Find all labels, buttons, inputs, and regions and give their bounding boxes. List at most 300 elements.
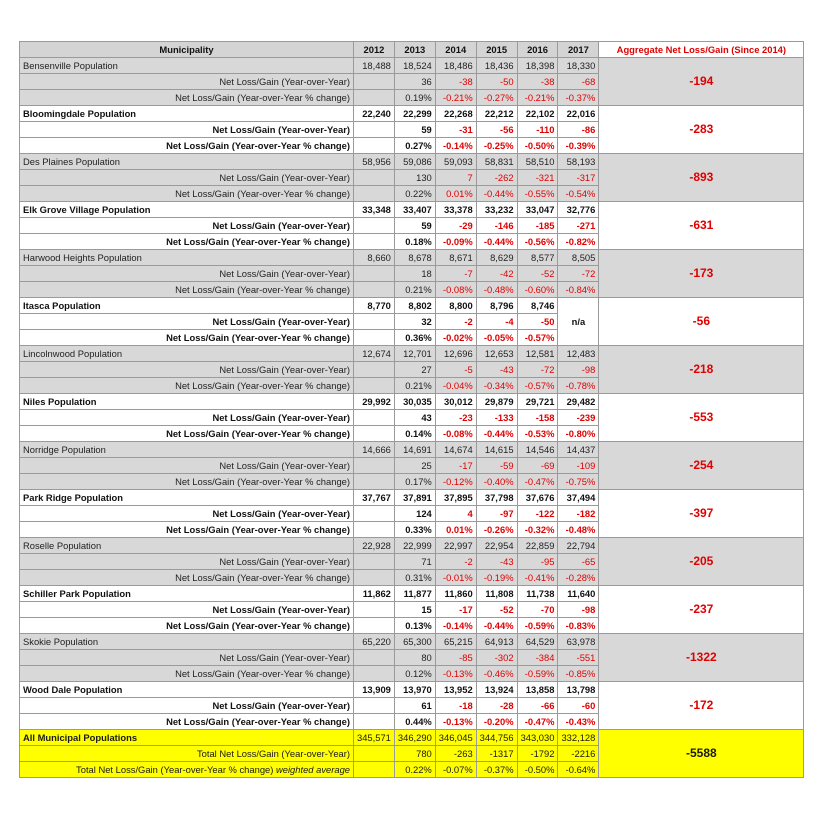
percent-change-value: -0.12%	[435, 474, 476, 490]
percent-change-value	[354, 426, 395, 442]
percent-change-value: -0.28%	[558, 570, 599, 586]
municipality-name: Itasca Population	[20, 298, 354, 314]
aggregate-value: -173	[599, 250, 804, 298]
percent-change-value: 0.18%	[394, 234, 435, 250]
percent-change-value: -0.59%	[517, 618, 558, 634]
percent-change-value: 0.01%	[435, 522, 476, 538]
population-value: 22,102	[517, 106, 558, 122]
total-percent-change-value: -0.37%	[476, 762, 517, 778]
municipality-name: Roselle Population	[20, 538, 354, 554]
percent-change-value: -0.05%	[476, 330, 517, 346]
percent-change-value	[354, 522, 395, 538]
net-change-value: -122	[517, 506, 558, 522]
percent-change-value: -0.13%	[435, 666, 476, 682]
population-value: 33,047	[517, 202, 558, 218]
aggregate-value: -254	[599, 442, 804, 490]
net-change-value: 32	[394, 314, 435, 330]
net-change-value: -98	[558, 602, 599, 618]
net-change-value: -28	[476, 698, 517, 714]
population-value: 8,802	[394, 298, 435, 314]
percent-change-value: -0.21%	[517, 90, 558, 106]
net-change-label: Net Loss/Gain (Year-over-Year)	[20, 554, 354, 570]
net-change-value: -72	[558, 266, 599, 282]
population-value: 22,928	[354, 538, 395, 554]
net-change-value: 80	[394, 650, 435, 666]
percent-change-value: -0.60%	[517, 282, 558, 298]
percent-change-value: 0.01%	[435, 186, 476, 202]
aggregate-value: -553	[599, 394, 804, 442]
municipality-name: Lincolnwood Population	[20, 346, 354, 362]
net-change-label: Net Loss/Gain (Year-over-Year)	[20, 362, 354, 378]
net-change-value: 124	[394, 506, 435, 522]
percent-change-value: 0.36%	[394, 330, 435, 346]
net-change-value	[354, 266, 395, 282]
municipality-population-row	[20, 106, 804, 122]
net-change-value: -2	[435, 554, 476, 570]
percent-change-label: Net Loss/Gain (Year-over-Year % change)	[20, 618, 354, 634]
municipality-name: Bensenville Population	[20, 58, 354, 74]
population-value: 14,691	[394, 442, 435, 458]
net-change-value: -70	[517, 602, 558, 618]
net-change-value: -158	[517, 410, 558, 426]
aggregate-value: -631	[599, 202, 804, 250]
net-change-value	[354, 602, 395, 618]
population-value: 37,767	[354, 490, 395, 506]
net-change-value: -271	[558, 218, 599, 234]
population-value: 8,629	[476, 250, 517, 266]
net-change-value: -302	[476, 650, 517, 666]
total-percent-change-value: -0.50%	[517, 762, 558, 778]
net-change-value: -50	[476, 74, 517, 90]
total-percent-change-value: 0.22%	[394, 762, 435, 778]
net-change-value: -17	[435, 602, 476, 618]
percent-change-value	[354, 474, 395, 490]
municipality-population-row	[20, 394, 804, 410]
population-value: 13,952	[435, 682, 476, 698]
percent-change-value	[354, 330, 395, 346]
net-change-value: -43	[476, 554, 517, 570]
percent-change-value: 0.17%	[394, 474, 435, 490]
net-change-value: 18	[394, 266, 435, 282]
aggregate-value: -56	[599, 298, 804, 346]
total-population-row	[20, 730, 804, 746]
total-percent-change-value	[354, 762, 395, 778]
municipality-population-row	[20, 682, 804, 698]
municipality-population-row	[20, 538, 804, 554]
municipality-population-row	[20, 586, 804, 602]
population-value: 13,924	[476, 682, 517, 698]
population-value: 37,676	[517, 490, 558, 506]
aggregate-value: -205	[599, 538, 804, 586]
population-value: 18,524	[394, 58, 435, 74]
net-change-value: -182	[558, 506, 599, 522]
percent-change-value: 0.27%	[394, 138, 435, 154]
percent-change-value: 0.33%	[394, 522, 435, 538]
net-change-label: Net Loss/Gain (Year-over-Year)	[20, 410, 354, 426]
year-header: 2016	[517, 42, 558, 58]
percent-change-value: -0.44%	[476, 426, 517, 442]
population-value: 33,407	[394, 202, 435, 218]
population-value: 37,891	[394, 490, 435, 506]
net-change-value: -4	[476, 314, 517, 330]
population-value: 8,671	[435, 250, 476, 266]
net-change-value	[354, 698, 395, 714]
population-value: 65,300	[394, 634, 435, 650]
percent-change-value: -0.55%	[517, 186, 558, 202]
percent-change-value: 0.13%	[394, 618, 435, 634]
population-value: 18,486	[435, 58, 476, 74]
percent-change-value: -0.44%	[476, 234, 517, 250]
population-value: 64,913	[476, 634, 517, 650]
population-value: 30,012	[435, 394, 476, 410]
population-value: 8,746	[517, 298, 558, 314]
population-value: 33,378	[435, 202, 476, 218]
population-value: 18,398	[517, 58, 558, 74]
percent-change-value: -0.75%	[558, 474, 599, 490]
population-value: 32,776	[558, 202, 599, 218]
percent-change-value: 0.12%	[394, 666, 435, 682]
population-value: 22,299	[394, 106, 435, 122]
percent-change-value: -0.21%	[435, 90, 476, 106]
percent-change-value: -0.32%	[517, 522, 558, 538]
percent-change-value: 0.14%	[394, 426, 435, 442]
population-value: 65,215	[435, 634, 476, 650]
municipality-name: Harwood Heights Population	[20, 250, 354, 266]
net-change-value: -110	[517, 122, 558, 138]
percent-change-value: -0.78%	[558, 378, 599, 394]
population-value: 13,798	[558, 682, 599, 698]
percent-change-label: Net Loss/Gain (Year-over-Year % change)	[20, 234, 354, 250]
percent-change-label: Net Loss/Gain (Year-over-Year % change)	[20, 378, 354, 394]
net-change-value: 71	[394, 554, 435, 570]
net-change-value	[354, 170, 395, 186]
percent-change-value: -0.50%	[517, 138, 558, 154]
percent-change-label: Net Loss/Gain (Year-over-Year % change)	[20, 282, 354, 298]
percent-change-label: Net Loss/Gain (Year-over-Year % change)	[20, 186, 354, 202]
population-value: 59,086	[394, 154, 435, 170]
population-value: 58,193	[558, 154, 599, 170]
percent-change-value: -0.19%	[476, 570, 517, 586]
municipality-header: Municipality	[20, 42, 354, 58]
population-value: 14,666	[354, 442, 395, 458]
net-change-value: -60	[558, 698, 599, 714]
population-value: 13,909	[354, 682, 395, 698]
percent-change-label: Net Loss/Gain (Year-over-Year % change)	[20, 90, 354, 106]
net-change-label: Net Loss/Gain (Year-over-Year)	[20, 218, 354, 234]
population-value: 65,220	[354, 634, 395, 650]
percent-change-value: -0.09%	[435, 234, 476, 250]
population-value: 37,798	[476, 490, 517, 506]
percent-change-value: -0.20%	[476, 714, 517, 730]
population-value: 12,483	[558, 346, 599, 362]
population-value: 18,330	[558, 58, 599, 74]
not-available-cell: n/a	[558, 298, 599, 346]
percent-change-value: -0.83%	[558, 618, 599, 634]
population-value: 13,970	[394, 682, 435, 698]
population-value: 33,348	[354, 202, 395, 218]
municipality-name: Bloomingdale Population	[20, 106, 354, 122]
net-change-value: -2	[435, 314, 476, 330]
net-change-value: 36	[394, 74, 435, 90]
population-value: 22,954	[476, 538, 517, 554]
percent-change-value: -0.80%	[558, 426, 599, 442]
year-header: 2012	[354, 42, 395, 58]
net-change-value: -317	[558, 170, 599, 186]
total-net-change-value: -1792	[517, 746, 558, 762]
total-percent-change-value: -0.07%	[435, 762, 476, 778]
net-change-label: Net Loss/Gain (Year-over-Year)	[20, 602, 354, 618]
net-change-value: 59	[394, 218, 435, 234]
percent-change-value: -0.02%	[435, 330, 476, 346]
population-value: 8,796	[476, 298, 517, 314]
percent-change-value: -0.39%	[558, 138, 599, 154]
population-value: 11,862	[354, 586, 395, 602]
percent-change-value: -0.47%	[517, 714, 558, 730]
net-change-value: 4	[435, 506, 476, 522]
net-change-label: Net Loss/Gain (Year-over-Year)	[20, 506, 354, 522]
population-value: 29,721	[517, 394, 558, 410]
total-net-change-value: -1317	[476, 746, 517, 762]
population-value: 22,240	[354, 106, 395, 122]
total-population-value: 346,045	[435, 730, 476, 746]
percent-change-value: -0.14%	[435, 618, 476, 634]
net-change-label: Net Loss/Gain (Year-over-Year)	[20, 314, 354, 330]
aggregate-value: -283	[599, 106, 804, 154]
net-change-value	[354, 506, 395, 522]
percent-change-label: Net Loss/Gain (Year-over-Year % change)	[20, 330, 354, 346]
percent-change-value: -0.14%	[435, 138, 476, 154]
percent-change-value	[354, 378, 395, 394]
percent-change-label: Net Loss/Gain (Year-over-Year % change)	[20, 714, 354, 730]
population-value: 22,997	[435, 538, 476, 554]
population-value: 58,510	[517, 154, 558, 170]
aggregate-value: -1322	[599, 634, 804, 682]
population-value: 11,808	[476, 586, 517, 602]
percent-change-value: -0.48%	[476, 282, 517, 298]
net-change-value: -17	[435, 458, 476, 474]
percent-change-value: -0.46%	[476, 666, 517, 682]
municipality-population-row	[20, 346, 804, 362]
percent-change-value	[354, 282, 395, 298]
net-change-value: -98	[558, 362, 599, 378]
net-change-label: Net Loss/Gain (Year-over-Year)	[20, 74, 354, 90]
net-change-value: -185	[517, 218, 558, 234]
net-change-value: -31	[435, 122, 476, 138]
net-change-value	[354, 74, 395, 90]
population-value: 11,738	[517, 586, 558, 602]
population-value: 12,653	[476, 346, 517, 362]
net-change-value: 15	[394, 602, 435, 618]
percent-change-label: Net Loss/Gain (Year-over-Year % change)	[20, 570, 354, 586]
percent-change-value: -0.53%	[517, 426, 558, 442]
municipal-population-table	[19, 41, 804, 778]
percent-change-value	[354, 666, 395, 682]
population-value: 12,581	[517, 346, 558, 362]
population-value: 59,093	[435, 154, 476, 170]
net-change-value: -29	[435, 218, 476, 234]
total-net-change-label: Total Net Loss/Gain (Year-over-Year)	[20, 746, 354, 762]
municipality-name: Schiller Park Population	[20, 586, 354, 602]
percent-change-value: 0.44%	[394, 714, 435, 730]
net-change-value: 25	[394, 458, 435, 474]
municipality-population-row	[20, 490, 804, 506]
percent-change-value	[354, 186, 395, 202]
percent-change-value: 0.31%	[394, 570, 435, 586]
net-change-label: Net Loss/Gain (Year-over-Year)	[20, 458, 354, 474]
net-change-value: -43	[476, 362, 517, 378]
percent-change-value: -0.48%	[558, 522, 599, 538]
total-net-change-value	[354, 746, 395, 762]
aggregate-value: -237	[599, 586, 804, 634]
percent-change-value	[354, 570, 395, 586]
weighted-average-note: weighted average	[275, 764, 350, 775]
population-value: 14,437	[558, 442, 599, 458]
population-value: 58,956	[354, 154, 395, 170]
total-name: All Municipal Populations	[20, 730, 354, 746]
net-change-label: Net Loss/Gain (Year-over-Year)	[20, 266, 354, 282]
year-header: 2014	[435, 42, 476, 58]
percent-change-label: Net Loss/Gain (Year-over-Year % change)	[20, 522, 354, 538]
municipality-population-row	[20, 250, 804, 266]
percent-change-label: Net Loss/Gain (Year-over-Year % change)	[20, 426, 354, 442]
aggregate-value: -893	[599, 154, 804, 202]
net-change-value: -85	[435, 650, 476, 666]
total-population-value: 346,290	[394, 730, 435, 746]
municipality-population-row	[20, 58, 804, 74]
population-value: 58,831	[476, 154, 517, 170]
net-change-value: 59	[394, 122, 435, 138]
percent-change-value: -0.44%	[476, 186, 517, 202]
population-value: 64,529	[517, 634, 558, 650]
percent-change-value: -0.84%	[558, 282, 599, 298]
population-value: 22,794	[558, 538, 599, 554]
population-value: 33,232	[476, 202, 517, 218]
population-value: 14,674	[435, 442, 476, 458]
population-value: 22,999	[394, 538, 435, 554]
net-change-value: -50	[517, 314, 558, 330]
population-value: 29,482	[558, 394, 599, 410]
total-percent-change-label	[20, 762, 354, 778]
percent-change-label: Net Loss/Gain (Year-over-Year % change)	[20, 666, 354, 682]
percent-change-value: -0.08%	[435, 282, 476, 298]
net-change-value	[354, 314, 395, 330]
net-change-value: -72	[517, 362, 558, 378]
aggregate-value: -194	[599, 58, 804, 106]
percent-change-value: 0.21%	[394, 378, 435, 394]
percent-change-label: Net Loss/Gain (Year-over-Year % change)	[20, 138, 354, 154]
net-change-value: -384	[517, 650, 558, 666]
net-change-value: 27	[394, 362, 435, 378]
net-change-value	[354, 122, 395, 138]
net-change-value: -86	[558, 122, 599, 138]
population-value: 8,800	[435, 298, 476, 314]
municipality-population-row	[20, 298, 804, 314]
net-change-value: -133	[476, 410, 517, 426]
aggregate-value: -397	[599, 490, 804, 538]
total-population-value: 332,128	[558, 730, 599, 746]
table-body	[20, 42, 804, 778]
percent-change-value: -0.40%	[476, 474, 517, 490]
percent-change-value: -0.47%	[517, 474, 558, 490]
municipality-name: Des Plaines Population	[20, 154, 354, 170]
population-value: 11,640	[558, 586, 599, 602]
net-change-value: -146	[476, 218, 517, 234]
population-value: 12,674	[354, 346, 395, 362]
aggregate-value: -172	[599, 682, 804, 730]
header-row	[20, 42, 804, 58]
percent-change-value: 0.22%	[394, 186, 435, 202]
net-change-value	[354, 218, 395, 234]
net-change-value: -5	[435, 362, 476, 378]
total-net-change-value: 780	[394, 746, 435, 762]
population-value: 22,859	[517, 538, 558, 554]
population-value: 12,701	[394, 346, 435, 362]
population-value: 8,660	[354, 250, 395, 266]
percent-change-value: -0.85%	[558, 666, 599, 682]
population-value: 8,678	[394, 250, 435, 266]
percent-change-value	[354, 90, 395, 106]
percent-change-value: -0.25%	[476, 138, 517, 154]
net-change-value: 130	[394, 170, 435, 186]
total-percent-label-text: Total Net Loss/Gain (Year-over-Year % change)	[76, 764, 276, 775]
net-change-value: 7	[435, 170, 476, 186]
population-value: 8,505	[558, 250, 599, 266]
total-aggregate-value: -5588	[599, 730, 804, 778]
percent-change-value: -0.41%	[517, 570, 558, 586]
net-change-value: -52	[517, 266, 558, 282]
municipality-name: Skokie Population	[20, 634, 354, 650]
percent-change-value: -0.43%	[558, 714, 599, 730]
percent-change-value	[354, 618, 395, 634]
net-change-value: -65	[558, 554, 599, 570]
percent-change-value: -0.54%	[558, 186, 599, 202]
net-change-value: -69	[517, 458, 558, 474]
population-value: 37,895	[435, 490, 476, 506]
population-value: 29,992	[354, 394, 395, 410]
percent-change-value: -0.34%	[476, 378, 517, 394]
net-change-value	[354, 410, 395, 426]
population-value: 8,770	[354, 298, 395, 314]
municipality-name: Park Ridge Population	[20, 490, 354, 506]
total-net-change-value: -2216	[558, 746, 599, 762]
municipality-name: Elk Grove Village Population	[20, 202, 354, 218]
percent-change-value: -0.59%	[517, 666, 558, 682]
net-change-value	[354, 554, 395, 570]
population-value: 13,858	[517, 682, 558, 698]
percent-change-value	[354, 234, 395, 250]
total-population-value: 344,756	[476, 730, 517, 746]
percent-change-label: Net Loss/Gain (Year-over-Year % change)	[20, 474, 354, 490]
percent-change-value: -0.04%	[435, 378, 476, 394]
net-change-value	[354, 650, 395, 666]
year-header: 2017	[558, 42, 599, 58]
population-value: 8,577	[517, 250, 558, 266]
net-change-value: -95	[517, 554, 558, 570]
net-change-value: -52	[476, 602, 517, 618]
net-change-value: -66	[517, 698, 558, 714]
municipality-name: Wood Dale Population	[20, 682, 354, 698]
population-value: 29,879	[476, 394, 517, 410]
percent-change-value: -0.26%	[476, 522, 517, 538]
net-change-value: 43	[394, 410, 435, 426]
percent-change-value	[354, 714, 395, 730]
population-value: 11,860	[435, 586, 476, 602]
total-net-change-value: -263	[435, 746, 476, 762]
total-population-value: 345,571	[354, 730, 395, 746]
net-change-value: 61	[394, 698, 435, 714]
municipality-population-row	[20, 442, 804, 458]
net-change-value: -38	[435, 74, 476, 90]
